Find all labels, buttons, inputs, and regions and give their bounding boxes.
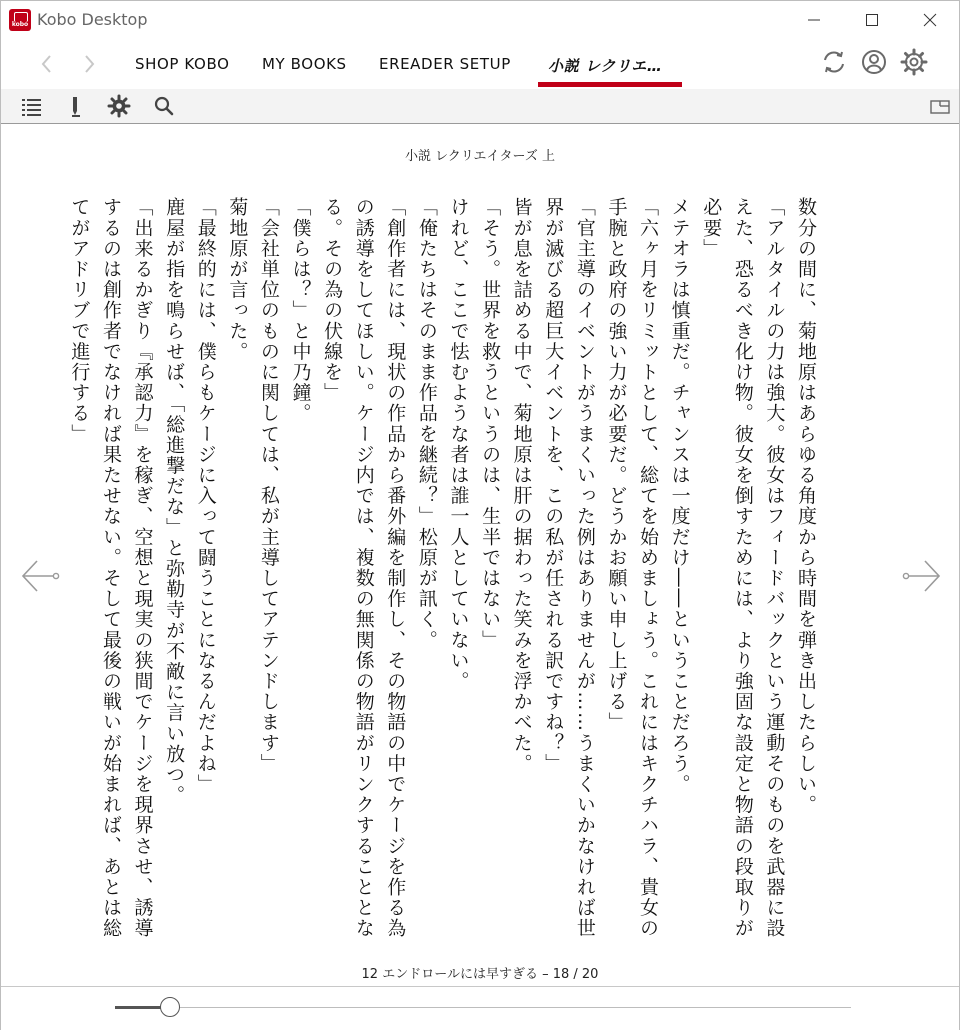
active-tab-indicator [538, 82, 682, 87]
reading-progress-bar [1, 986, 959, 1030]
paragraph: 「そう。世界を救うというのは、生半ではない」 [479, 197, 502, 651]
paragraph: メテオラは慎重だ。チャンスは一度だけ――ということだろう。 [668, 197, 691, 795]
paragraph: 「出来るかぎり『承認力』を稼ぎ、空想と現実の狭間でケージを現界させ、誘導するのは創作者でなければ果たせない。そして最後の戦いが始まれば、あとは総てがアドリブで進行する」 [68, 197, 154, 939]
paragraph: 「六ヶ月をリミットとして、総てを始めましょう。これにはキクチハラ、貴女の手腕と政府の強い力が必要だ。どうかお願い申し上げる」 [605, 197, 660, 939]
tab-ereader-setup[interactable]: EREADER SETUP [379, 55, 511, 73]
gear-icon [899, 47, 929, 77]
kobo-logo-text: kobo [11, 21, 29, 28]
layout-toggle-button[interactable] [929, 94, 953, 118]
chevron-right-icon [77, 51, 101, 77]
paragraph: 皆が息を詰める中で、菊地原は肝の据わった笑みを浮かべた。 [510, 197, 533, 774]
annotations-button[interactable] [64, 94, 88, 118]
forward-button[interactable] [77, 51, 101, 77]
paragraph: 「アルタイルの力は強大。彼女はフィードバックという運動そのものを武器に設えた、恐るべき化け物。彼女を倒すためには、より強固な設定と物語の段取りが必要」 [700, 197, 786, 939]
arrow-right-icon [901, 559, 941, 593]
account-icon [859, 47, 889, 77]
kobo-logo-icon [9, 9, 31, 31]
minimize-button[interactable] [785, 1, 843, 39]
close-button[interactable] [901, 1, 959, 39]
paragraph: 「最終的には、僕らもケージに入って闘うことになるんだよね」 [194, 197, 217, 795]
paragraph: けれど、ここで怯むような者は誰一人としていない。 [447, 197, 470, 692]
paragraph: 「創作者には、現状の作品から番外編を制作し、その物語の中でケージを作る為の誘導をしてほしい。ケージ内では、複数の無関係の物語がリンクすることとなる。その為の伏線を」 [321, 197, 407, 939]
search-button[interactable] [152, 94, 176, 118]
back-button[interactable] [35, 51, 59, 77]
search-icon [152, 94, 176, 118]
progress-track[interactable] [115, 1007, 851, 1008]
account-button[interactable] [859, 47, 889, 77]
maximize-button[interactable] [843, 1, 901, 39]
gear-icon [107, 94, 131, 118]
window-title: Kobo Desktop [37, 10, 148, 29]
title-bar [1, 1, 959, 39]
tab-my-books[interactable]: MY BOOKS [262, 55, 347, 73]
paragraph: 鹿屋が指を鳴らせば、「総進撃だな」と弥勒寺が不敵に言い放つ。 [163, 197, 186, 806]
previous-page-button[interactable] [21, 559, 61, 593]
layout-icon [929, 94, 953, 118]
list-icon [20, 94, 44, 118]
paragraph: 菊地原が言った。 [226, 197, 249, 362]
paragraph: 「官主導のイベントがうまくいった例はありませんが……うまくいかなければ世界が滅びる超巨大イベントを、この私が任される訳ですね？」 [542, 197, 596, 939]
paragraph: 「俺たちはそのまま作品を継続？」松原が訊く。 [415, 197, 438, 651]
tab-shop-kobo[interactable]: SHOP KOBO [135, 55, 230, 73]
maximize-icon [866, 14, 878, 26]
pen-icon [64, 94, 88, 118]
chevron-left-icon [35, 51, 59, 77]
minimize-icon [808, 14, 820, 26]
close-icon [924, 14, 936, 26]
arrow-left-icon [21, 559, 61, 593]
paragraph: 数分の間に、菊地原はあらゆる角度から時間を弾き出したらしい。 [795, 197, 817, 815]
settings-button[interactable] [899, 47, 929, 77]
reader-toolbar [1, 89, 959, 124]
chapter-page-indicator: 12 エンドロールには早すぎる – 18 / 20 [361, 967, 599, 982]
reading-settings-button[interactable] [107, 94, 131, 118]
page-content [68, 197, 821, 941]
next-page-button[interactable] [901, 559, 941, 593]
running-header: 小説 レクリエイターズ 上 [404, 149, 556, 164]
paragraph: 「僕らは？」と中乃鐘。 [289, 197, 312, 424]
paragraph: 「会社単位のものに関しては、私が主導してアテンドします」 [257, 197, 280, 774]
table-of-contents-button[interactable] [20, 94, 44, 118]
sync-icon [819, 47, 849, 77]
progress-slider-handle[interactable] [160, 997, 180, 1017]
tab-current-book[interactable]: 小説 レクリエ… [548, 57, 663, 75]
sync-button[interactable] [819, 47, 849, 77]
main-navigation [1, 39, 959, 89]
